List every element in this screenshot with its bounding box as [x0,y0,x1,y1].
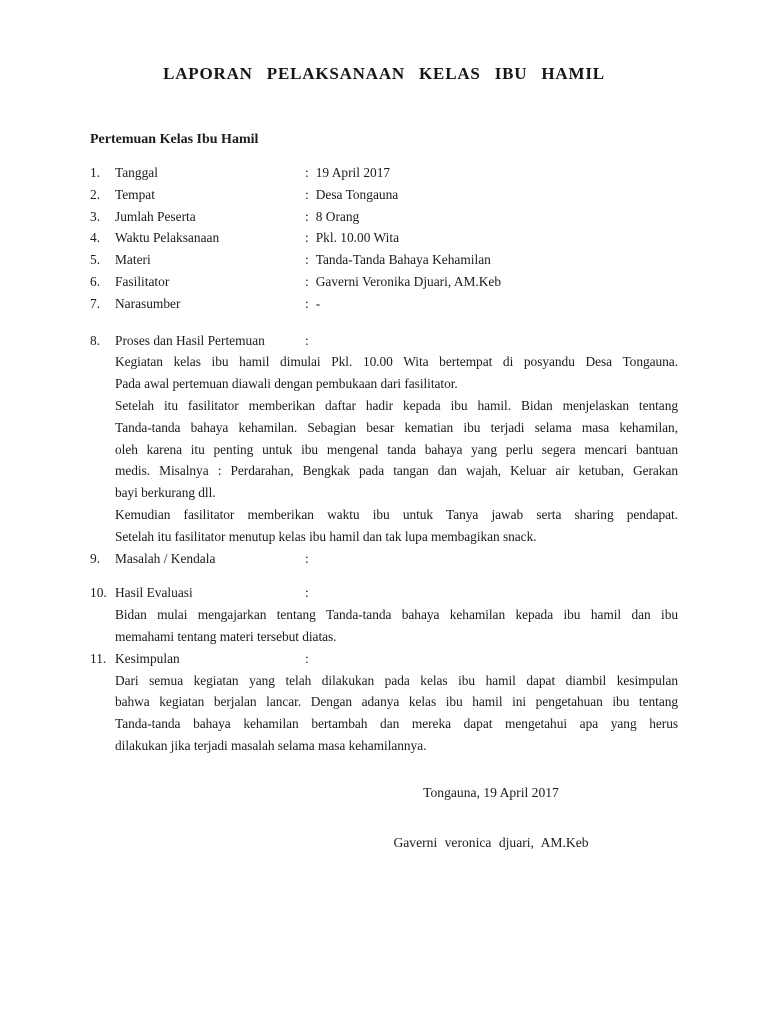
paragraph-line: Dari semua kegiatan yang telah dilakukan pada kelas ibu hamil dapat diambil kesimpulan [115,672,678,688]
document-title: LAPORAN PELAKSANAAN KELAS IBU HAMIL [163,64,605,83]
paragraph-line: oleh karena itu penting untuk ibu mengenal tanda bahaya yang perlu segera mencari bantuan [115,441,678,457]
meta-row-tanggal [90,162,678,184]
item-colon: : [305,252,309,268]
section-heading-row [90,582,678,604]
signature-name: Gaverni veronica djuari, AM.Keb [393,834,589,850]
meta-row-materi [90,249,678,271]
section-heading-row [90,330,678,352]
meta-row-fasilitator [90,271,678,293]
item-colon: : [305,165,309,180]
item-value: Desa Tongauna [315,186,399,202]
item-value: 19 April 2017 [315,165,391,180]
item-label: Fasilitator [115,273,170,289]
item-value: Tanda-Tanda Bahaya Kehamilan [315,252,491,268]
item-colon: : [305,230,309,246]
item-label: Masalah / Kendala [115,550,216,566]
item-number: 11. [90,650,107,666]
item-number: 6. [90,273,101,289]
paragraph-line: bayi berkurang dll. [115,485,216,501]
item-colon: : [305,208,309,224]
meta-row-narasumber [90,293,678,315]
meta-row-waktu [90,227,678,249]
paragraph-line: medis. Misalnya : Perdarahan, Bengkak pada tangan dan wajah, Keluar air ketuban, Gerakan [115,463,678,479]
item-number: 5. [90,252,101,268]
paragraph-line: memahami tentang materi tersebut diatas. [115,628,337,644]
signature-block [371,782,611,854]
item-label: Materi [115,252,151,268]
item-number: 10. [90,585,107,601]
item-colon: : [305,585,309,601]
item-colon: : [305,273,309,289]
item-number: 2. [90,186,101,202]
item-number: 4. [90,230,101,246]
document-body [90,131,678,853]
item-number: 9. [90,550,101,566]
item-colon: : [305,650,309,666]
meta-row-tempat [90,184,678,206]
item-number: 3. [90,208,101,224]
paragraph-line: bahwa kegiatan berjalan lancar. Dengan adanya kelas ibu hamil ini pengetahuan ibu tentang [115,694,678,710]
item-number: 7. [90,295,101,311]
item-label: Narasumber [115,295,181,311]
item-number: 8. [90,332,101,348]
paragraph-line: Tanda-tanda bahaya kehamilan. Sebagian besar kematian ibu terjadi selama masa kehamilan, [115,419,678,435]
paragraph-line: Kegiatan kelas ibu hamil dimulai Pkl. 10.00 Wita bertempat di posyandu Desa Tongauna. [115,354,678,370]
item-colon: : [305,550,309,566]
paragraph-line: Pada awal pertemuan diawali dengan pembukaan dari fasilitator. [115,376,458,392]
paragraph-line: dilakukan jika terjadi masalah selama masa kehamilannya. [115,737,427,753]
item-colon: : [305,332,309,348]
section-heading-row [90,648,678,670]
section-hasil-evaluasi [90,582,678,647]
paragraph-line: Bidan mulai mengajarkan tentang Tanda-tanda bahaya kehamilan kepada ibu hamil dan ibu [115,607,678,623]
item-label: Tempat [115,186,155,202]
section-heading-row [90,548,678,570]
item-label: Tanggal [115,165,158,180]
meta-row-jumlah-peserta [90,206,678,228]
paragraph-line: Setelah itu fasilitator menutup kelas ibu hamil dan tak lupa membagikan snack. [115,528,537,544]
section-proses-dan-hasil [90,330,678,548]
meta-list [90,162,678,315]
item-value: Pkl. 10.00 Wita [315,230,400,246]
paragraph-line: Tanda-tanda bahaya kehamilan bertambah dan mereka dapat mengetahui apa yang herus [115,716,678,732]
section-kesimpulan [90,648,678,757]
item-colon: : [305,186,309,202]
item-number: 1. [90,165,101,180]
item-value: Gaverni Veronika Djuari, AM.Keb [315,273,502,289]
item-value: - [315,295,321,311]
signature-place-date: Tongauna, 19 April 2017 [423,784,559,800]
section-masalah-kendala [90,548,678,570]
item-label: Proses dan Hasil Pertemuan [115,332,265,348]
item-label: Waktu Pelaksanaan [115,230,220,246]
paragraph-line: Kemudian fasilitator memberikan waktu ibu untuk Tanya jawab serta sharing pendapat. [115,506,678,522]
paragraph-line: Setelah itu fasilitator memberikan daftar hadir kepada ibu hamil. Bidan menjelaskan tentang [115,397,678,413]
item-value: 8 Orang [315,208,360,224]
section-heading: Pertemuan Kelas Ibu Hamil [90,132,259,147]
item-colon: : [305,295,309,311]
item-label: Hasil Evaluasi [115,585,193,601]
item-label: Kesimpulan [115,650,180,666]
item-label: Jumlah Peserta [115,208,196,224]
